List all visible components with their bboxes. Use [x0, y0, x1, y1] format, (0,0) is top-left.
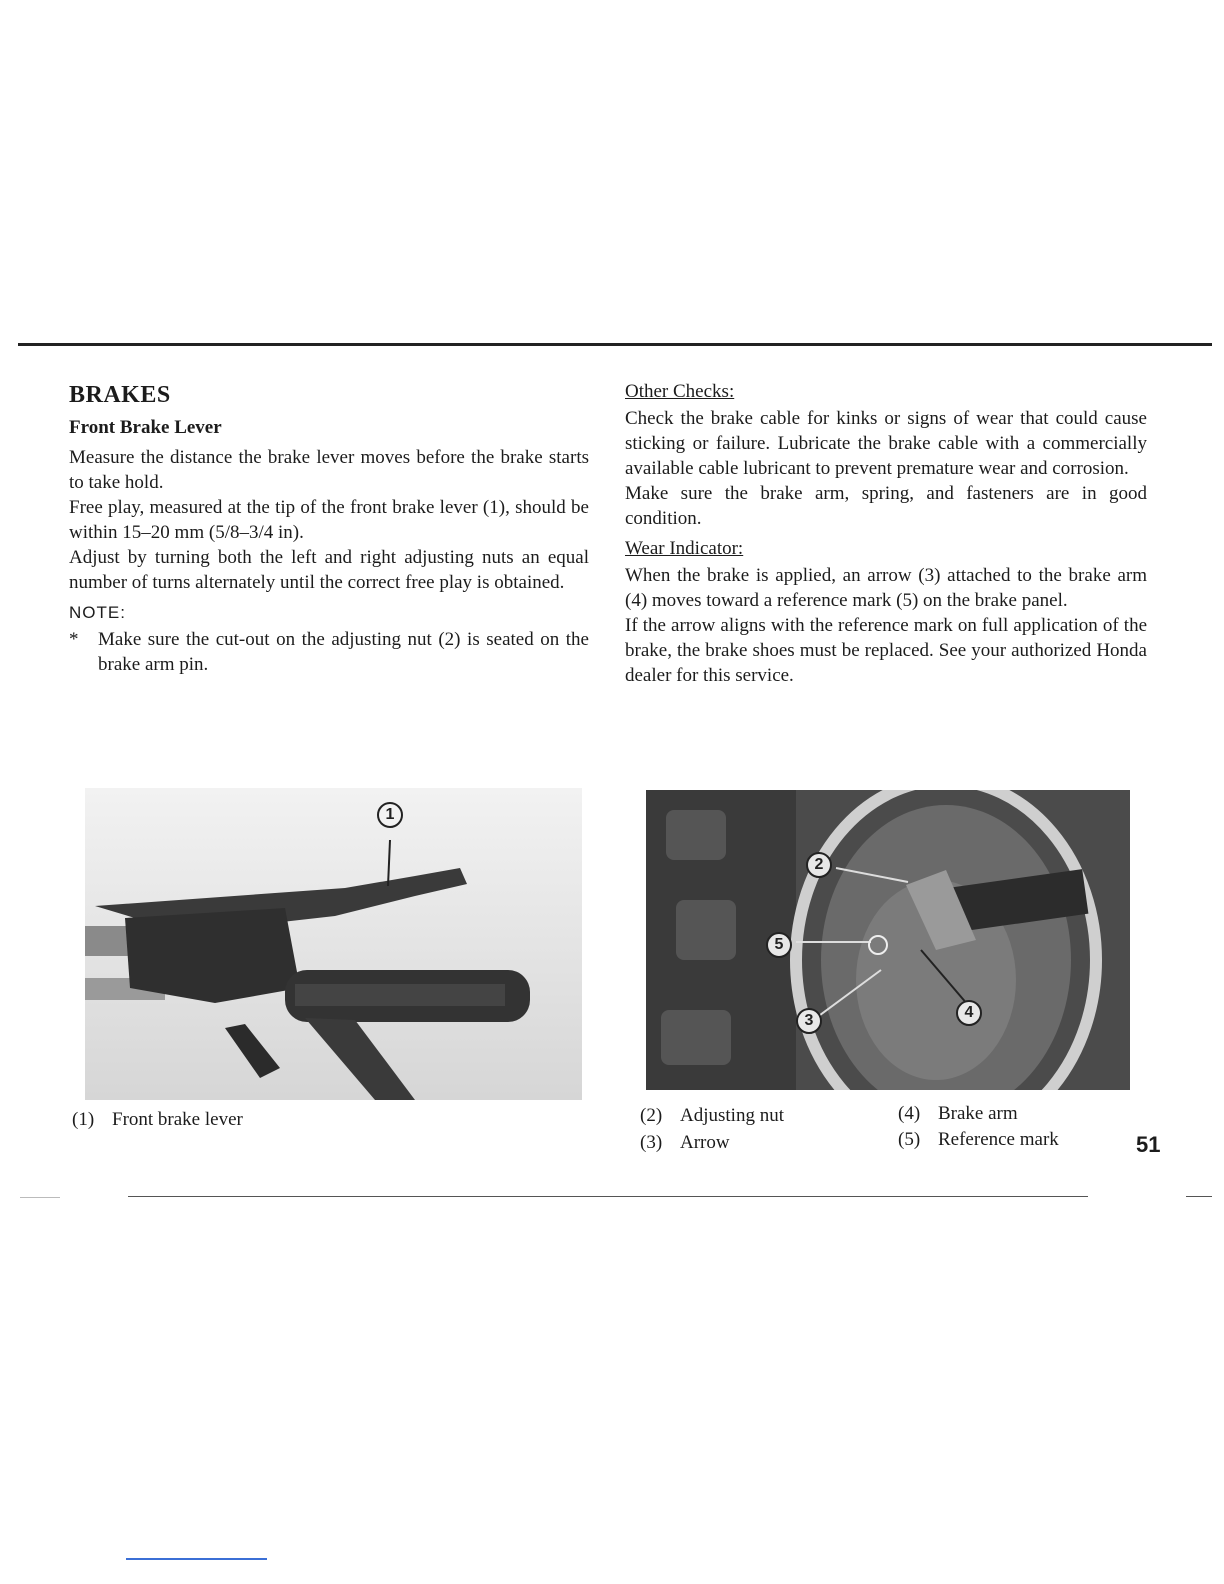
bottom-rule	[128, 1196, 1088, 1197]
caption-number: (5)	[898, 1129, 921, 1150]
caption-text: Front brake lever	[112, 1109, 243, 1130]
paragraph-measure: Measure the distance the brake lever moves before the brake starts to take hold.	[69, 447, 589, 493]
caption-reference-mark	[898, 1126, 1059, 1153]
paragraph-condition: Make sure the brake arm, spring, and fasteners are in good condition.	[625, 483, 1147, 529]
caption-text: Adjusting nut	[680, 1105, 784, 1126]
top-rule	[18, 343, 1212, 346]
bottom-rule-left	[20, 1197, 60, 1198]
caption-number: (4)	[898, 1103, 921, 1124]
wear-indicator-heading: Wear Indicator:	[625, 538, 744, 559]
callout-1: 1	[377, 802, 403, 828]
caption-number: (2)	[640, 1105, 663, 1126]
caption-adjusting-nut	[640, 1102, 784, 1129]
caption-text: Reference mark	[938, 1129, 1059, 1150]
note-text: Make sure the cut-out on the adjusting nut (2) is seated on the brake arm pin.	[98, 629, 589, 675]
paragraph-wear-1: When the brake is applied, an arrow (3) attached to the brake arm (4) moves toward a reference mark (5) on the brake panel.	[625, 565, 1147, 611]
caption-front-brake-lever	[72, 1106, 243, 1133]
brake-panel-photo	[646, 790, 1130, 1090]
bullet-star: *	[69, 629, 79, 650]
brake-panel-illustration	[646, 790, 1130, 1090]
paragraph-free-play: Free play, measured at the tip of the front brake lever (1), should be within 15–20 mm (5/8–3/4 in).	[69, 497, 589, 543]
callout-5: 5	[766, 932, 792, 958]
footer-accent-line	[126, 1558, 267, 1560]
brake-lever-photo	[85, 788, 582, 1100]
section-title: BRAKES	[69, 382, 171, 408]
bottom-rule-right	[1186, 1196, 1212, 1197]
callout-2: 2	[806, 852, 832, 878]
note-label: NOTE:	[69, 603, 126, 622]
paragraph-adjust: Adjust by turning both the left and right adjusting nuts an equal number of turns alternately until the correct free play is obtained.	[69, 547, 589, 593]
caption-number: (1)	[72, 1109, 95, 1130]
paragraph-other-checks: Check the brake cable for kinks or signs of wear that could cause sticking or failure. Lubricate the brake cable with a commercially available cable lubricant to prevent premature wear and corrosion.	[625, 408, 1147, 479]
section-subtitle: Front Brake Lever	[69, 417, 222, 438]
page-number: 51	[1136, 1132, 1161, 1157]
caption-number: (3)	[640, 1132, 663, 1153]
note-item	[69, 627, 589, 677]
callout-3: 3	[796, 1008, 822, 1034]
paragraph-wear-2: If the arrow aligns with the reference mark on full application of the brake, the brake shoes must be replaced. See your authorized Honda dealer for this service.	[625, 615, 1147, 686]
left-column	[69, 382, 589, 677]
caption-text: Arrow	[680, 1132, 730, 1153]
brake-lever-illustration	[85, 788, 582, 1100]
caption-brake-arm	[898, 1100, 1018, 1127]
other-checks-heading: Other Checks:	[625, 381, 735, 402]
caption-text: Brake arm	[938, 1103, 1018, 1124]
right-column	[625, 380, 1147, 688]
callout-4: 4	[956, 1000, 982, 1026]
caption-arrow	[640, 1129, 730, 1156]
